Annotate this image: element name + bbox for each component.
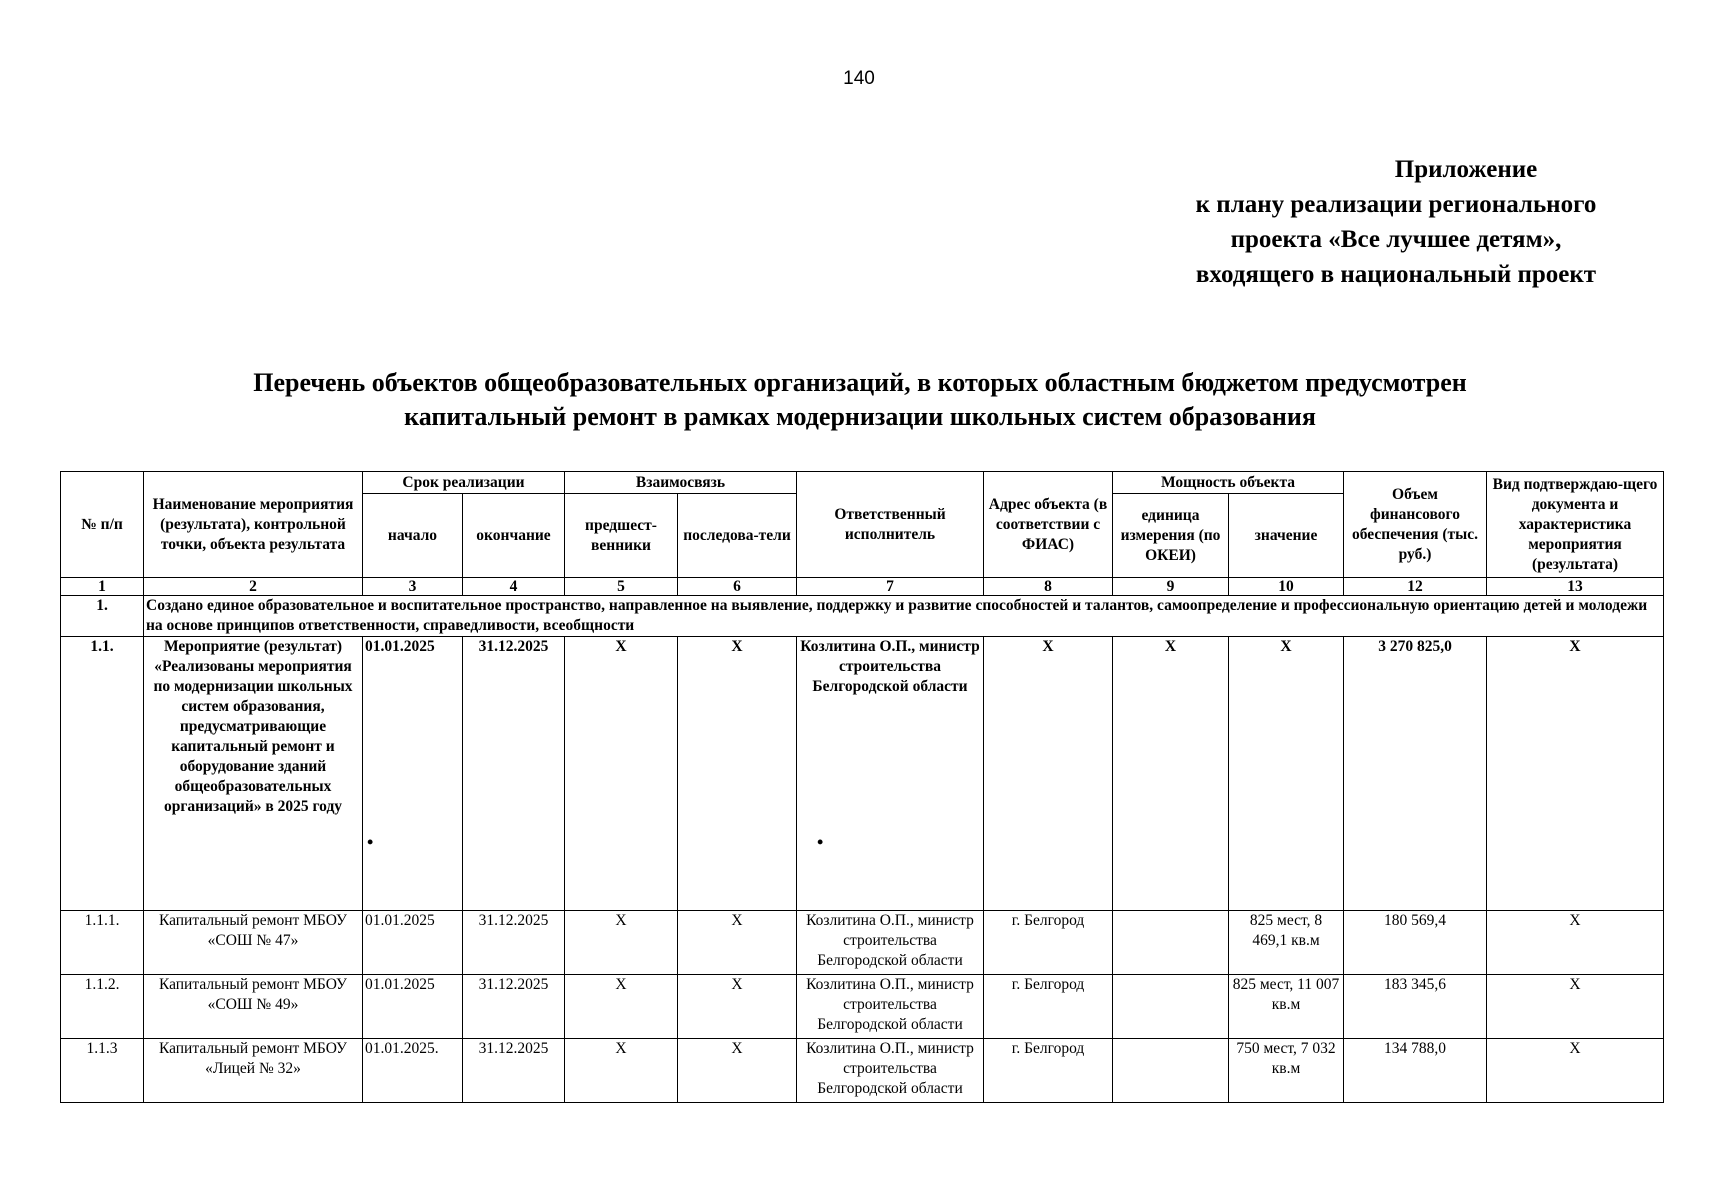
- page-number: 140: [843, 68, 875, 89]
- column-number: 5: [565, 578, 678, 596]
- row-doc-type: X: [1487, 911, 1664, 975]
- header-name: Наименование мероприятия (результата), контрольной точки, объекта результата: [144, 472, 363, 578]
- column-number: 9: [1113, 578, 1229, 596]
- row-end: 31.12.2025: [463, 1039, 565, 1103]
- measure-end: 31.12.2025: [463, 637, 565, 911]
- measure-address: X: [984, 637, 1113, 911]
- row-finance: 183 345,6: [1344, 975, 1487, 1039]
- row-successors: X: [678, 975, 797, 1039]
- row-name: Капитальный ремонт МБОУ «СОШ № 49»: [144, 975, 363, 1039]
- row-start: 01.01.2025: [363, 975, 463, 1039]
- header-address: Адрес объекта (в соответствии с ФИАС): [984, 472, 1113, 578]
- row-predecessors: X: [565, 1039, 678, 1103]
- row-value: 750 мест, 7 032 кв.м: [1229, 1039, 1344, 1103]
- header-capacity: Мощность объекта: [1113, 472, 1344, 494]
- header-finance: Объем финансового обеспечения (тыс. руб.): [1344, 472, 1487, 578]
- column-number: 3: [363, 578, 463, 596]
- row-predecessors: X: [565, 975, 678, 1039]
- header-value: значение: [1229, 494, 1344, 578]
- row-unit: [1113, 975, 1229, 1039]
- bullet-dot: •: [817, 832, 824, 852]
- header-period: Срок реализации: [363, 472, 565, 494]
- objects-table: [60, 471, 1664, 1103]
- header-unit: единица измерения (по ОКЕИ): [1113, 494, 1229, 578]
- row-address: г. Белгород: [984, 911, 1113, 975]
- row-num: 1.1.3: [61, 1039, 144, 1103]
- measure-predecessors: X: [565, 637, 678, 911]
- column-number: 10: [1229, 578, 1344, 596]
- appendix-line: Приложение: [1394, 156, 1538, 183]
- table-row: [61, 975, 1664, 1039]
- measure-successors: X: [678, 637, 797, 911]
- column-number: 2: [144, 578, 363, 596]
- appendix-caption: [1136, 152, 1656, 292]
- column-number: 7: [797, 578, 984, 596]
- column-number: 1: [61, 578, 144, 596]
- row-doc-type: X: [1487, 1039, 1664, 1103]
- header-num: № п/п: [61, 472, 144, 578]
- row-predecessors: X: [565, 911, 678, 975]
- row-name: Капитальный ремонт МБОУ «Лицей № 32»: [144, 1039, 363, 1103]
- table-row: [61, 1039, 1664, 1103]
- measure-num: 1.1.: [61, 637, 144, 911]
- measure-executor-text: Козлитина О.П., министр строительства Белгородской области: [800, 638, 980, 695]
- row-finance: 180 569,4: [1344, 911, 1487, 975]
- measure-row: [61, 637, 1664, 911]
- row-address: г. Белгород: [984, 975, 1113, 1039]
- row-unit: [1113, 911, 1229, 975]
- row-executor: Козлитина О.П., министр строительства Белгородской области: [797, 911, 984, 975]
- section-row: [61, 596, 1664, 637]
- row-doc-type: X: [1487, 975, 1664, 1039]
- header-end: окончание: [463, 494, 565, 578]
- section-num: 1.: [61, 596, 144, 637]
- document-title: [100, 366, 1620, 434]
- measure-finance: 3 270 825,0: [1344, 637, 1487, 911]
- measure-name: Мероприятие (результат) «Реализованы мероприятия по модернизации школьных систем образования, предусматривающие капитальный ремонт и оборудование зданий общеобразовательных организаций» в 2025 году: [144, 637, 363, 911]
- row-num: 1.1.1.: [61, 911, 144, 975]
- title-line-1: Перечень объектов общеобразовательных организаций, в которых областным бюджетом предусмотрен: [253, 368, 1467, 397]
- row-num: 1.1.2.: [61, 975, 144, 1039]
- column-number: 4: [463, 578, 565, 596]
- row-successors: X: [678, 911, 797, 975]
- bullet-dot: •: [367, 832, 374, 852]
- row-start: 01.01.2025.: [363, 1039, 463, 1103]
- measure-doc-type: X: [1487, 637, 1664, 911]
- row-name: Капитальный ремонт МБОУ «СОШ № 47»: [144, 911, 363, 975]
- measure-unit: X: [1113, 637, 1229, 911]
- header-successors: последова-тели: [678, 494, 797, 578]
- column-number: 13: [1487, 578, 1664, 596]
- row-value: 825 мест, 8 469,1 кв.м: [1229, 911, 1344, 975]
- row-finance: 134 788,0: [1344, 1039, 1487, 1103]
- measure-start: [363, 637, 463, 911]
- measure-value: X: [1229, 637, 1344, 911]
- header-start: начало: [363, 494, 463, 578]
- measure-start-text: 01.01.2025: [365, 638, 435, 655]
- title-line-2: капитальный ремонт в рамках модернизации школьных систем образования: [404, 402, 1316, 431]
- header-doc-type: Вид подтверждаю-щего документа и характеристика мероприятия (результата): [1487, 472, 1664, 578]
- header-predecessors: предшест-венники: [565, 494, 678, 578]
- row-end: 31.12.2025: [463, 975, 565, 1039]
- header-executor: Ответственный исполнитель: [797, 472, 984, 578]
- row-unit: [1113, 1039, 1229, 1103]
- appendix-line: входящего в национальный проект: [1195, 261, 1597, 288]
- column-number: 8: [984, 578, 1113, 596]
- header-relation: Взаимосвязь: [565, 472, 797, 494]
- appendix-line: проекта «Все лучшее детям»,: [1230, 226, 1562, 253]
- table-row: [61, 911, 1664, 975]
- row-address: г. Белгород: [984, 1039, 1113, 1103]
- section-text: Создано единое образовательное и воспитательное пространство, направленное на выявление, поддержку и развитие способностей и талантов, самоопределение и профессиональную ориентацию детей и молодежи на основе принципов ответственности, справедливости, всеобщности: [144, 596, 1664, 637]
- row-successors: X: [678, 1039, 797, 1103]
- row-end: 31.12.2025: [463, 911, 565, 975]
- measure-executor: [797, 637, 984, 911]
- appendix-line: к плану реализации регионального: [1195, 191, 1597, 218]
- row-executor: Козлитина О.П., министр строительства Белгородской области: [797, 1039, 984, 1103]
- row-start: 01.01.2025: [363, 911, 463, 975]
- row-value: 825 мест, 11 007 кв.м: [1229, 975, 1344, 1039]
- row-executor: Козлитина О.П., министр строительства Белгородской области: [797, 975, 984, 1039]
- column-number: 12: [1344, 578, 1487, 596]
- column-number: 6: [678, 578, 797, 596]
